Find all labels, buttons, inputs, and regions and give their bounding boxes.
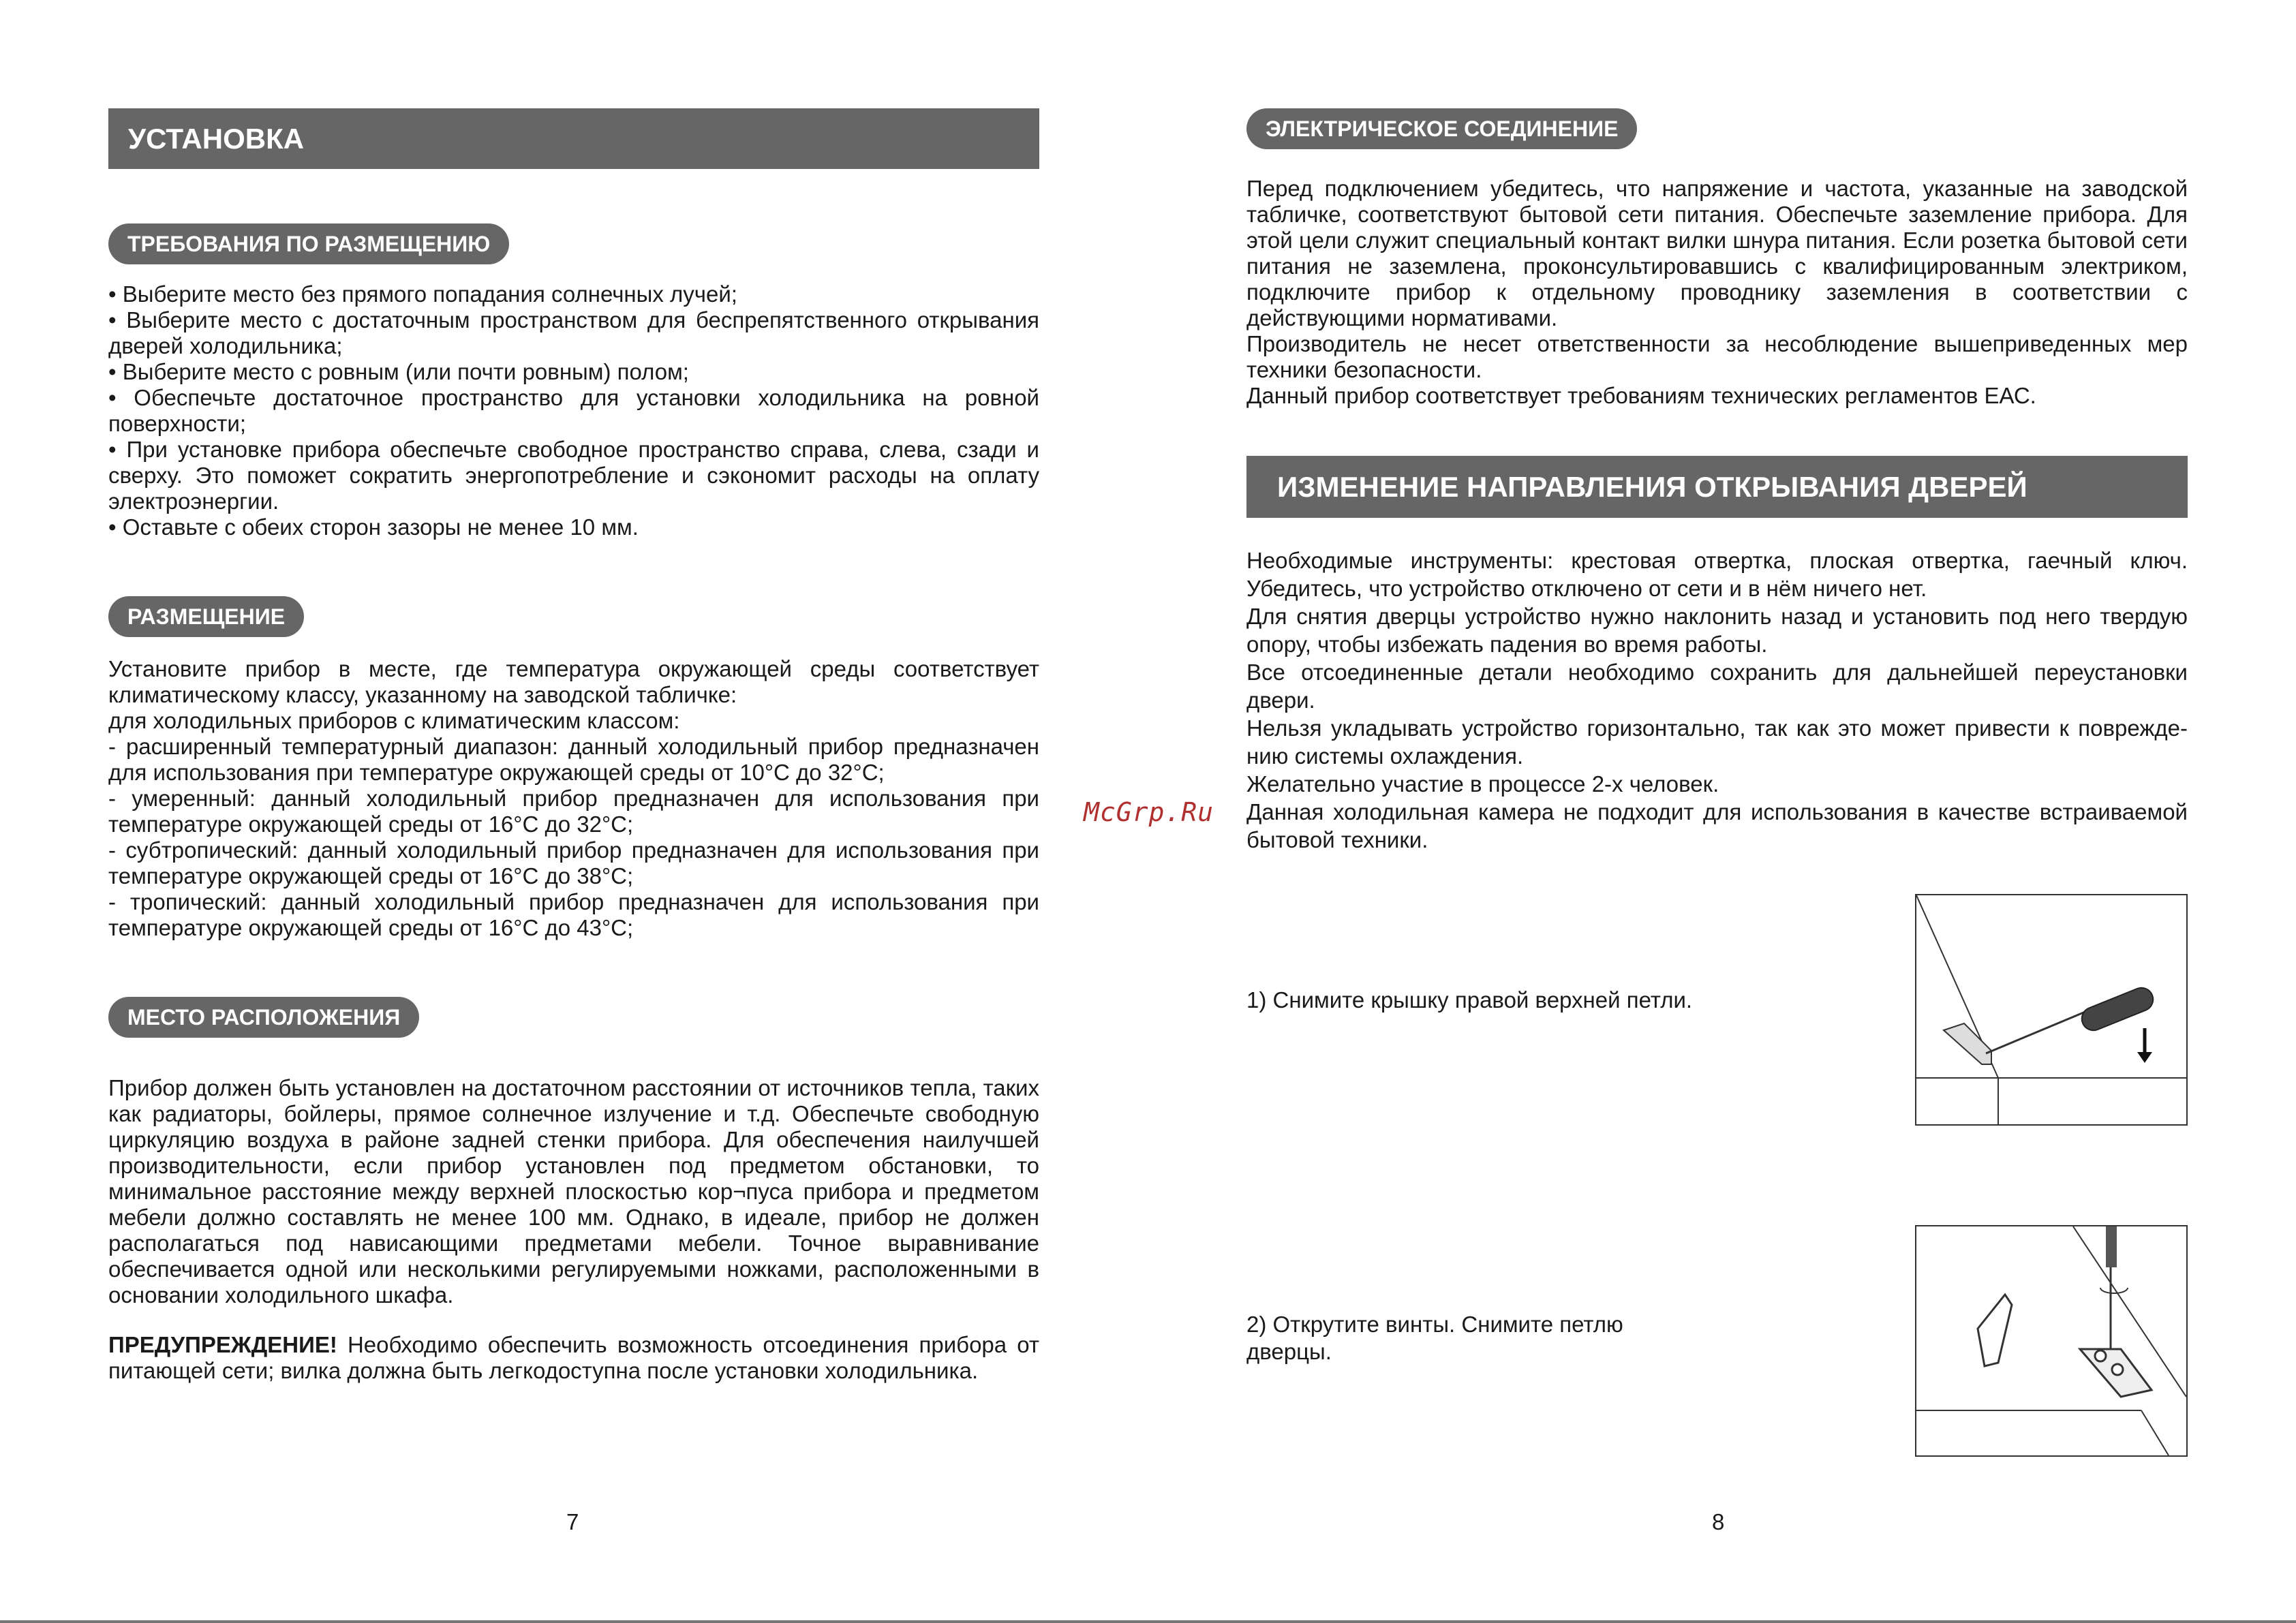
placement-line: климатическому классу, указанному на заводской табличке: [108, 682, 737, 707]
door-line: Все отсоединенные детали необходимо сохранить для дальнейшей переустановки [1246, 660, 2188, 685]
location-heading: МЕСТО РАСПОЛОЖЕНИЯ [108, 997, 419, 1038]
bottom-border [0, 1620, 2296, 1623]
door-line: Нельзя укладывать устройство горизонтально, так как это может привести к поврежде- [1246, 715, 2188, 741]
placement-requirements-text [108, 281, 1039, 540]
page-number: 8 [1712, 1509, 1725, 1534]
door-line: двери. [1246, 687, 1315, 713]
door-line: опору, чтобы избежать падения во время работы. [1246, 632, 1768, 657]
warning-text: Необходимо обеспечить возможность отсоединения прибора от питающей сети; вилка должна быть легкодоступна после установки холодильника. [108, 1332, 1039, 1383]
electrical-paragraph-3: Данный прибор соответствует требованиям технических регламентов ЕАС. [1246, 383, 2036, 408]
req-line: электроэнергии. [108, 489, 279, 514]
door-line: Убедитесь, что устройство отключено от сети и в нём ничего нет. [1246, 576, 1927, 601]
step-2-line-1: 2) Открутите винты. Снимите петлю [1246, 1312, 1623, 1337]
placement-line: для использования при температуре окружающей среды от 10°C до 32°C; [108, 760, 885, 785]
step-2-label [1246, 1311, 1623, 1365]
placement-line: - расширенный температурный диапазон: данный холодильный прибор предназначен [108, 734, 1039, 759]
door-line: бытовой техники. [1246, 827, 1428, 852]
door-line: Желательно участие в процессе 2-х человек. [1246, 771, 1719, 797]
req-line: • При установке прибора обеспечьте свободное пространство справа, слева, сзади и [108, 437, 1039, 462]
step-1-label: 1) Снимите крышку правой верхней петли. [1246, 987, 1693, 1013]
placement-requirements-heading: ТРЕБОВАНИЯ ПО РАЗМЕЩЕНИЮ [108, 223, 509, 264]
electrical-paragraph-1: Перед подключением убедитесь, что напряжение и частота, указанные на заводской табличке, соответствуют бытовой сети питания. Обеспечьте заземление прибора. Для этой цели служит специальный контакт вилки шнура питания. Если розетка бытовой сети питания не заземлена, проконсультировавшись с квалифицированным электриком, подключите прибор к отдельному проводнику заземления в соответствии с действующими нормативами. [1246, 176, 2188, 330]
electrical-heading: ЭЛЕКТРИЧЕСКОЕ СОЕДИНЕНИЕ [1246, 108, 1637, 149]
installation-title: УСТАНОВКА [108, 108, 1039, 169]
placement-line: - умеренный: данный холодильный прибор предназначен для использования при [108, 786, 1039, 811]
req-line: дверей холодильника; [108, 333, 343, 358]
warning-paragraph [108, 1332, 1039, 1384]
electrical-paragraph-2: Производитель не несет ответственности за несоблюдение вышеприведенных мер техники безопасности. [1246, 331, 2188, 382]
step-1-illustration [1915, 894, 2188, 1126]
req-line: • Обеспечьте достаточное пространство для установки холодильника на ровной [108, 385, 1039, 410]
hinge-screws-icon [1916, 1226, 2186, 1455]
placement-line: - субтропический: данный холодильный прибор предназначен для использования при [108, 837, 1039, 863]
placement-text [108, 656, 1039, 941]
step-2-illustration [1915, 1225, 2188, 1457]
placement-line: температуре окружающей среды от 16°C до 32°C; [108, 812, 634, 837]
req-line: сверху. Это поможет сократить энергопотребление и сэкономит расходы на оплату [108, 463, 1039, 488]
placement-line: для холодильных приборов с климатическим классом: [108, 708, 680, 733]
step-2-line-2: дверцы. [1246, 1339, 1332, 1364]
req-line: • Оставьте с обеих сторон зазоры не менее 10 мм. [108, 514, 639, 540]
req-line: поверхности; [108, 411, 247, 436]
door-line: Данная холодильная камера не подходит для использования в качестве встраиваемой [1246, 799, 2188, 824]
req-line: • Выберите место с ровным (или почти ровным) полом; [108, 359, 689, 384]
screwdriver-hinge-cover-icon [1916, 895, 2186, 1124]
door-line: Необходимые инструменты: крестовая отвертка, плоская отвертка, гаечный ключ. [1246, 548, 2188, 573]
door-reversal-text [1246, 546, 2188, 854]
location-paragraph: Прибор должен быть установлен на достаточном расстоянии от источников тепла, таких как радиаторы, бойлеры, прямое солнечное излучение и т.д. Обеспечьте свободную циркуляцию воздуха в районе задней стенки прибора. Для обеспечения наилучшей производительности, если прибор установлен под предметом обстановки, то минимальное расстояние между верхней плоскостью кор¬пуса прибора и предметом мебели должно составлять не менее 100 мм. Однако, в идеале, прибор не должен располагаться под нависающими предметами мебели. Точное выравнивание обеспечивается одной или несколькими регулируемыми ножками, расположенными в основании холодильного шкафа. [108, 1075, 1039, 1308]
placement-line: температуре окружающей среды от 16°C до 43°C; [108, 915, 634, 940]
req-line: • Выберите место без прямого попадания солнечных лучей; [108, 281, 737, 307]
placement-line: - тропический: данный холодильный прибор предназначен для использования при [108, 889, 1039, 914]
placement-heading: РАЗМЕЩЕНИЕ [108, 596, 304, 637]
door-line: Для снятия дверцы устройство нужно наклонить назад и установить под него твердую [1246, 604, 2188, 629]
page-number: 7 [566, 1509, 579, 1534]
watermark: McGrp.Ru [1084, 797, 1214, 827]
warning-label: ПРЕДУПРЕЖДЕНИЕ! [108, 1332, 337, 1357]
door-reversal-title: ИЗМЕНЕНИЕ НАПРАВЛЕНИЯ ОТКРЫВАНИЯ ДВЕРЕЙ [1246, 456, 2188, 518]
placement-line: температуре окружающей среды от 16°C до 38°C; [108, 863, 634, 888]
req-line: • Выберите место с достаточным пространством для беспрепятственного открывания [108, 307, 1039, 333]
door-line: нию системы охлаждения. [1246, 743, 1524, 769]
placement-line: Установите прибор в месте, где температура окружающей среды соответствует [108, 656, 1039, 681]
